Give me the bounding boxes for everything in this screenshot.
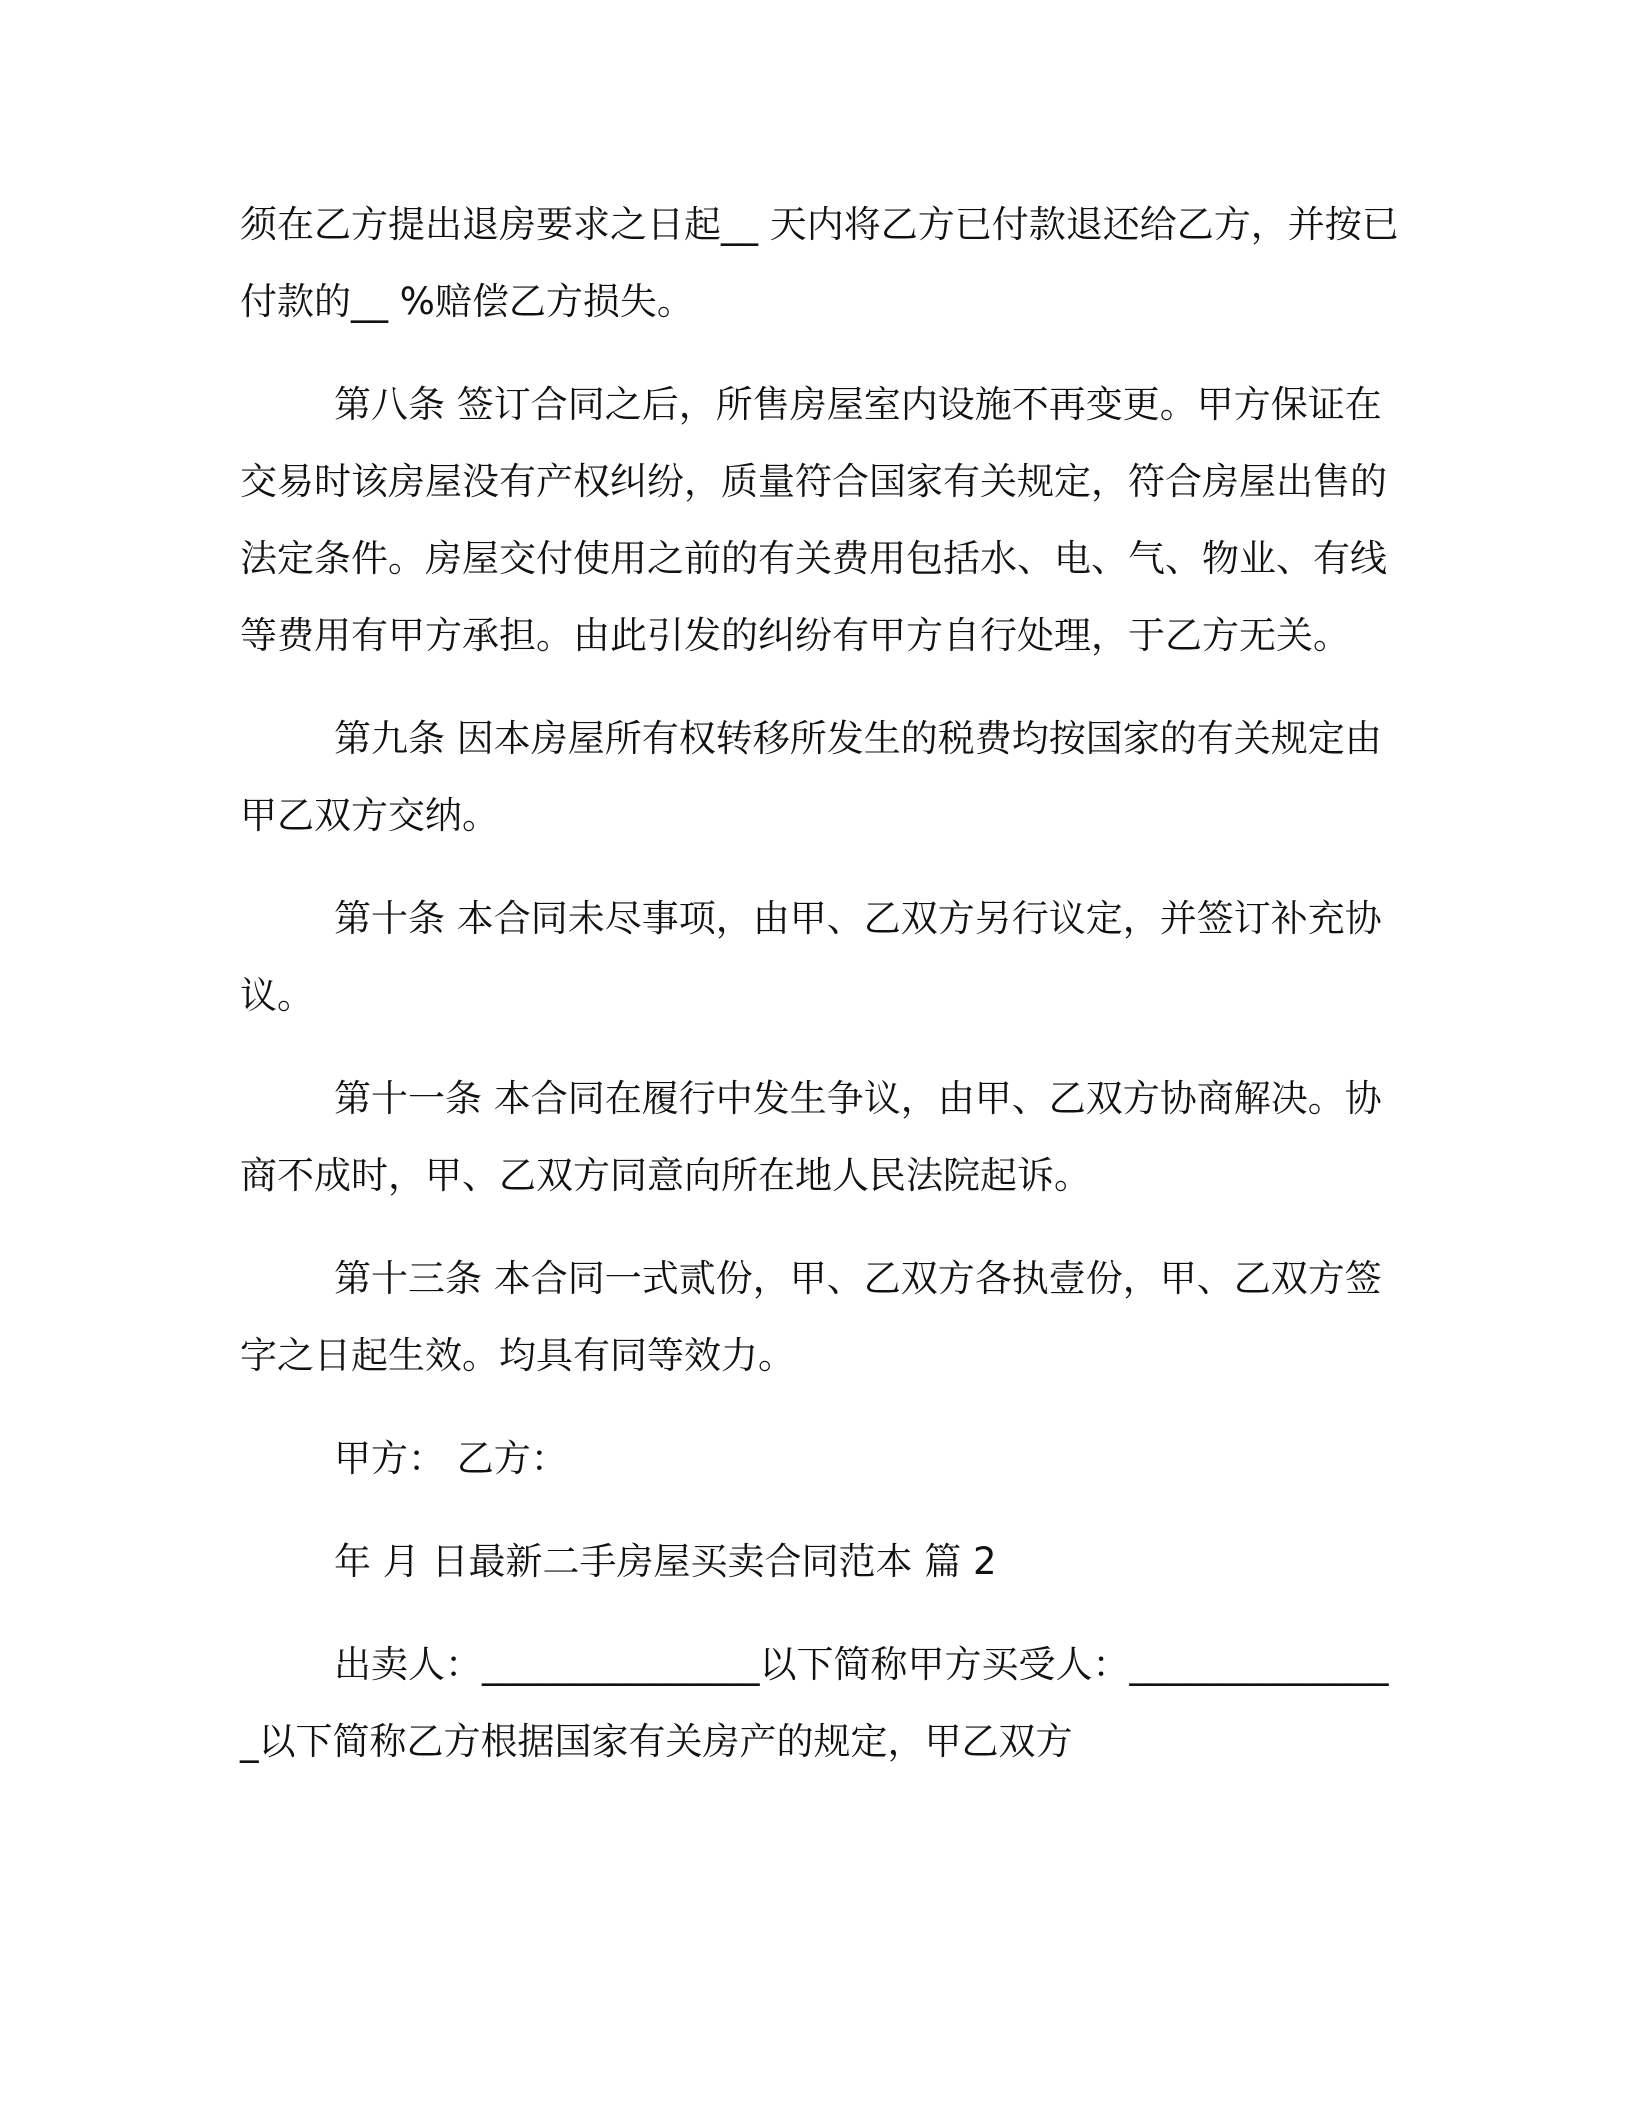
paragraph-article-11: 第十一条 本合同在履行中发生争议，由甲、乙双方协商解决。协商不成时，甲、乙双方同意向所在地人民法院起诉。: [240, 1077, 1382, 1197]
paragraph-refund-terms: 须在乙方提出退房要求之日起__ 天内将乙方已付款退还给乙方，并按已付款的__ %赔偿乙方损失。: [240, 203, 1399, 323]
date-and-section-title: 年 月 日最新二手房屋买卖合同范本 篇 2: [334, 1540, 997, 1583]
paragraph-parties: 出卖人：_______________以下简称甲方买受人：_______________以下简称乙方根据国家有关房产的规定，甲乙双方: [240, 1643, 1389, 1763]
signature-line: 甲方： 乙方：: [334, 1437, 568, 1480]
paragraph-article-8: 第八条 签订合同之后，所售房屋室内设施不再变更。甲方保证在交易时该房屋没有产权纠纷，质量符合国家有关规定，符合房屋出售的法定条件。房屋交付使用之前的有关费用包括水、电、气、物业、有线等费用有甲方承担。由此引发的纠纷有甲方自行处理，于乙方无关。: [240, 383, 1387, 657]
paragraph-article-10: 第十条 本合同未尽事项，由甲、乙双方另行议定，并签订补充协议。: [240, 897, 1382, 1017]
document-body: [240, 186, 1400, 1806]
paragraph-article-9: 第九条 因本房屋所有权转移所发生的税费均按国家的有关规定由甲乙双方交纳。: [240, 717, 1382, 837]
paragraph-article-13: 第十三条 本合同一式贰份，甲、乙双方各执壹份，甲、乙双方签字之日起生效。均具有同等效力。: [240, 1257, 1382, 1377]
